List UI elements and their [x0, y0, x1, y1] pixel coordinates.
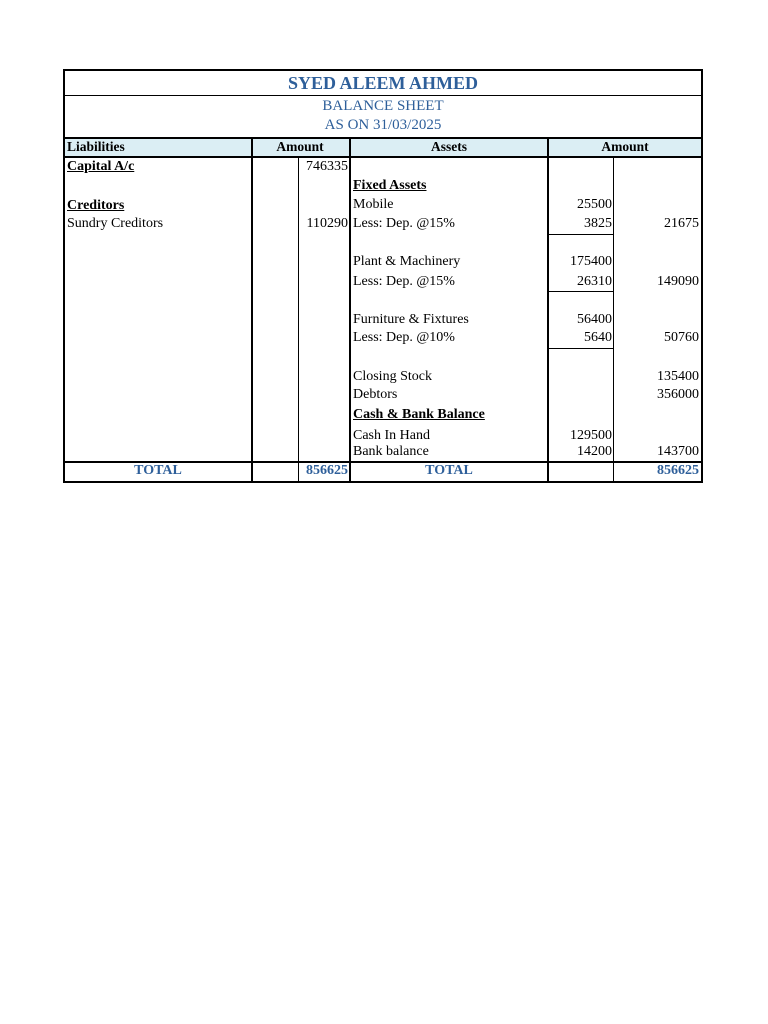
furniture-label: Furniture & Fixtures	[353, 312, 469, 327]
col-header-asset-amount: Amount	[601, 139, 649, 154]
cash-bank-label: Cash & Bank Balance	[353, 407, 485, 422]
assets-total-amount: 856625	[657, 463, 699, 478]
closing-stock-amount: 135400	[657, 369, 699, 384]
col-divider-1	[251, 137, 253, 481]
mobile-dep-amount: 3825	[584, 216, 612, 231]
plant-dep-amount: 26310	[577, 274, 612, 289]
mobile-label: Mobile	[353, 197, 394, 212]
balance-sheet-table	[63, 69, 703, 483]
creditors-label: Creditors	[67, 198, 125, 213]
plant-subtotal-rule	[549, 291, 613, 292]
capital-label: Capital A/c	[67, 159, 135, 174]
assets-total-label: TOTAL	[425, 463, 473, 478]
col-header-assets: Assets	[431, 139, 467, 154]
bank-balance-label: Bank balance	[353, 444, 429, 459]
debtors-amount: 356000	[657, 387, 699, 402]
plant-amount: 175400	[570, 254, 612, 269]
header-bottom-border	[65, 156, 701, 158]
furniture-dep-amount: 5640	[584, 330, 612, 345]
furniture-dep-label: Less: Dep. @10%	[353, 330, 455, 345]
title-divider	[65, 95, 701, 96]
col-divider-5	[613, 158, 614, 481]
sundry-creditors-amount: 110290	[306, 216, 348, 231]
company-name: SYED ALEEM AHMED	[287, 73, 479, 93]
cash-in-hand-label: Cash In Hand	[353, 428, 430, 443]
col-divider-3	[349, 137, 351, 481]
capital-amount: 746335	[306, 159, 348, 174]
furniture-amount: 56400	[577, 312, 612, 327]
plant-dep-label: Less: Dep. @15%	[353, 274, 455, 289]
fixed-assets-label: Fixed Assets	[353, 178, 427, 193]
col-divider-2	[298, 158, 299, 481]
mobile-amount: 25500	[577, 197, 612, 212]
col-header-liabilities: Liabilities	[67, 139, 125, 154]
sheet-title: BALANCE SHEET	[322, 98, 444, 114]
plant-net-amount: 149090	[657, 274, 699, 289]
liabilities-total-amount: 856625	[306, 463, 348, 478]
cash-in-hand-amount: 129500	[570, 428, 612, 443]
bank-balance-amount: 14200	[577, 444, 612, 459]
furniture-subtotal-rule	[549, 348, 613, 349]
mobile-net-amount: 21675	[664, 216, 699, 231]
liabilities-total-label: TOTAL	[134, 463, 182, 478]
sundry-creditors-label: Sundry Creditors	[67, 216, 164, 231]
closing-stock-label: Closing Stock	[353, 369, 432, 384]
as-on-date: AS ON 31/03/2025	[324, 117, 442, 133]
plant-label: Plant & Machinery	[353, 254, 461, 269]
col-header-liab-amount: Amount	[276, 139, 324, 154]
cash-bank-total-amount: 143700	[657, 444, 699, 459]
mobile-dep-label: Less: Dep. @15%	[353, 216, 455, 231]
furniture-net-amount: 50760	[664, 330, 699, 345]
mobile-subtotal-rule	[549, 234, 613, 235]
debtors-label: Debtors	[353, 387, 398, 402]
